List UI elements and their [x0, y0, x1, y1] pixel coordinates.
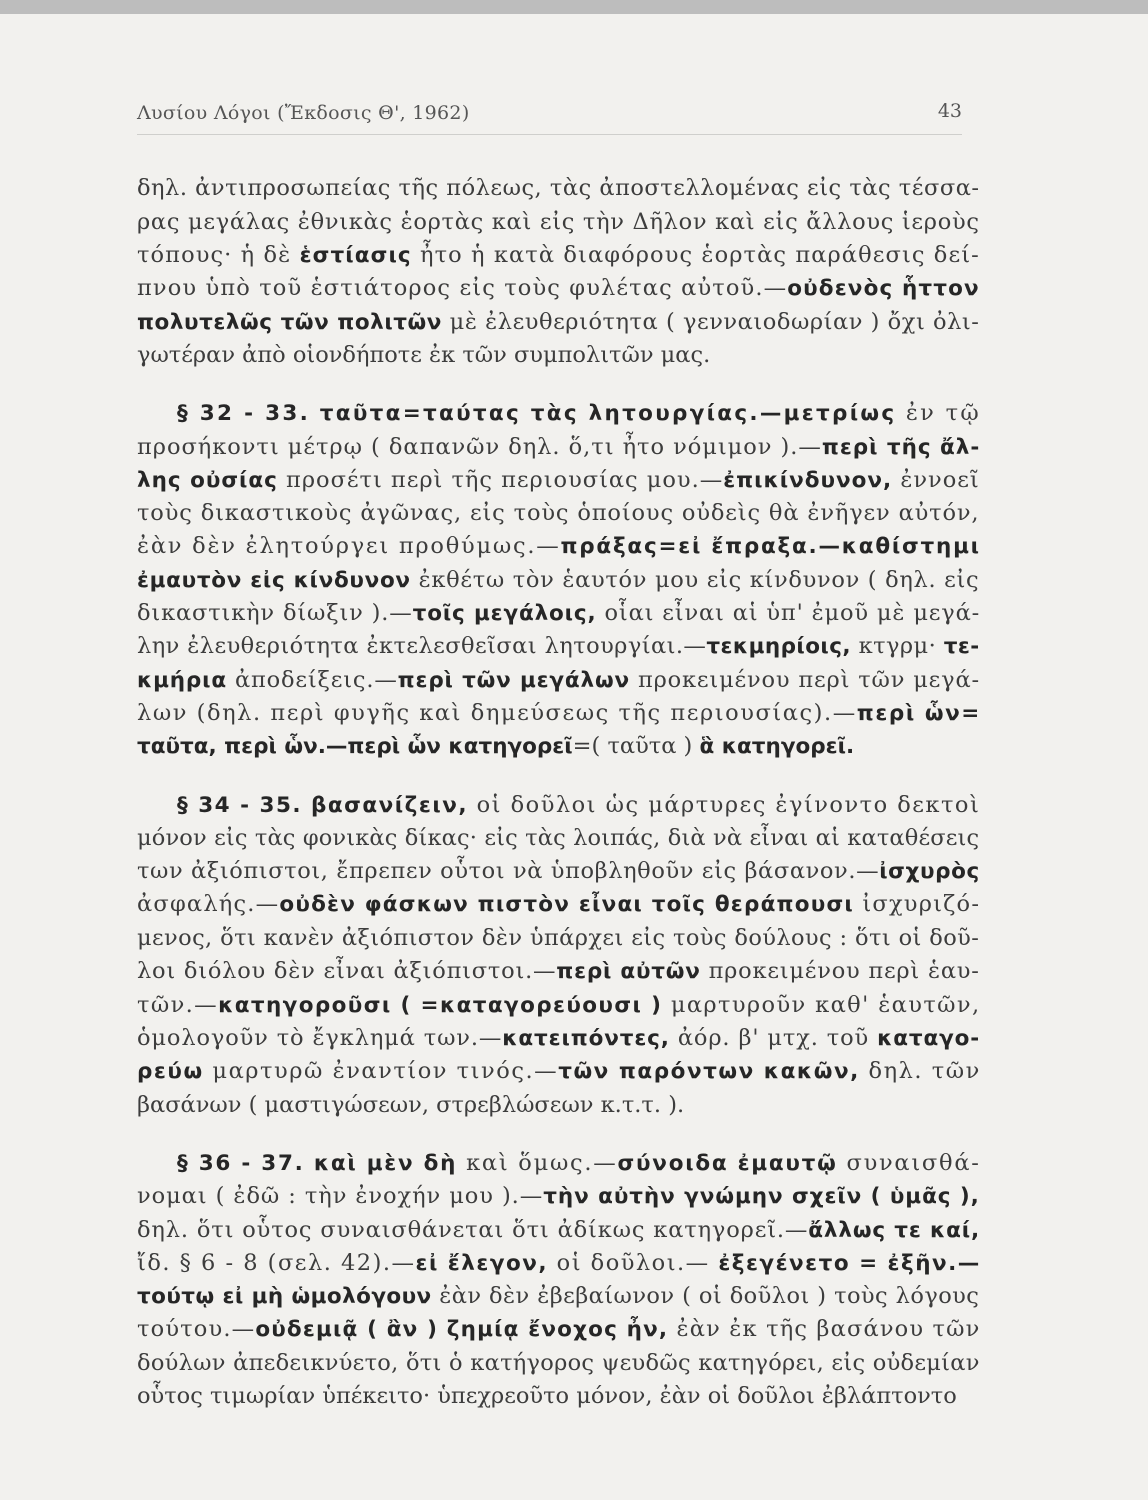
- text-line: [137, 1055, 981, 1087]
- text-run: δηλ. ὅτι οὗτος συναισθάνεται ὅτι ἀδίκως κατηγορεῖ.—: [137, 1217, 809, 1243]
- text-line: [137, 1214, 980, 1246]
- text-run: ἦτο ἡ κατὰ διαφόρους ἑορτὰς παράθεσις δεί-: [411, 242, 980, 268]
- text-run: τῶν.—: [137, 992, 219, 1018]
- text-line: [137, 855, 980, 887]
- text-run: τοὺς δικαστικοὺς ἀγῶνας, εἰς τοὺς ὁποίους οὐδεὶς θὰ ἐνῆγεν αὐτόν,: [137, 500, 980, 526]
- text-line: [137, 306, 979, 338]
- bold-lemma: § 32 - 33. ταῦτα=ταύτας τὰς λητουργίας.—μετρίως: [177, 401, 897, 426]
- text-line: [137, 888, 980, 920]
- text-run: ἐν τῷ: [896, 400, 981, 426]
- text-run: λην ἐλευθεριότητα ἐκτελεσθεῖσαι λητουργίαι.—: [137, 633, 707, 659]
- text-line: [137, 1247, 981, 1279]
- text-run: ἐὰν δὲν ἐβεβαίωνον ( οἱ δοῦλοι ) τοὺς λόγους: [431, 1283, 980, 1309]
- text-run: καὶ ὅμως.—: [457, 1150, 618, 1176]
- text-run: πνου ὑπὸ τοῦ ἑστιάτορος εἰς τοὺς φυλέτας αὐτοῦ.—: [137, 275, 788, 301]
- bold-lemma: περὶ τῆς ἄλ-: [821, 435, 981, 460]
- text-run: προκειμένου περὶ ἑαυ-: [700, 958, 980, 984]
- text-run: ἴδ. § 6 - 8 (σελ. 42).—: [137, 1250, 416, 1276]
- text-run: προσήκοντι μέτρῳ ( δαπανῶν δηλ. ὅ,τι ἦτο νόμιμον ).—: [137, 434, 822, 460]
- text-line: [137, 206, 980, 238]
- text-run: ἰσχυριζό-: [854, 891, 981, 917]
- text-run: συναισθά-: [837, 1150, 981, 1176]
- text-run: των ἀξιόπιστοι, ἔπρεπεν οὗτοι νὰ ὑποβληθοῦν εἰς βάσανον.—: [137, 858, 880, 884]
- text-run: ἀσφαλής.—: [137, 891, 280, 917]
- text-line: [137, 564, 979, 596]
- text-line: [137, 1147, 981, 1179]
- text-run: προσέτι περὶ τῆς περιουσίας μου.—: [277, 467, 724, 493]
- text-line: [137, 1089, 684, 1121]
- text-line: [137, 730, 854, 762]
- text-run: οὗτος τιμωρίαν ὑπέκειτο· ὑπεχρεοῦτο μόνον, ἐὰν οἱ δοῦλοι ἐβλάπτοντο: [137, 1383, 957, 1409]
- text-run: τούτου.—: [137, 1316, 256, 1342]
- text-line: [137, 530, 981, 562]
- bold-lemma: οὐδεμιᾷ ( ἂν ) ζημίᾳ ἔνοχος ἦν,: [255, 1317, 669, 1342]
- text-line: [137, 1313, 981, 1345]
- text-line: [137, 789, 980, 821]
- bold-lemma: τεκμηρίοις,: [706, 634, 852, 659]
- text-line: [137, 989, 981, 1021]
- text-line: [137, 172, 980, 204]
- running-header: [137, 98, 962, 135]
- text-run: ὁμολογοῦν τὸ ἔγκλημά των.—: [137, 1025, 503, 1051]
- text-run: προκειμένου περὶ τῶν μεγά-: [629, 667, 980, 693]
- bold-lemma: κμήρια: [137, 668, 227, 693]
- text-line: [137, 497, 979, 529]
- text-run: ἐὰν ἐκ τῆς βασάνου τῶν: [668, 1316, 981, 1342]
- bold-lemma: οὐδὲν φάσκων πιστὸν εἶναι τοῖς θεράπουσι: [279, 892, 855, 917]
- bold-lemma: τὴν αὐτὴν γνώμην σχεῖν ( ὑμᾶς ),: [543, 1184, 980, 1209]
- bold-lemma: ἐμαυτὸν εἰς κίνδυνον: [137, 568, 411, 593]
- bold-lemma: λης οὐσίας: [137, 468, 278, 493]
- text-run: νομαι ( ἐδῶ : τὴν ἐνοχήν μου ).—: [137, 1183, 544, 1209]
- bold-lemma: οὐδενὸς ἧττον: [787, 276, 980, 301]
- text-line: [137, 1022, 980, 1054]
- text-run: ἀποδείξεις.—: [226, 667, 398, 693]
- text-line: [137, 955, 980, 987]
- text-run: δικαστικὴν δίωξιν ).—: [137, 600, 413, 626]
- bold-lemma: § 34 - 35. βασανίζειν,: [177, 793, 468, 818]
- text-line: [137, 697, 981, 729]
- bold-lemma: πολυτελῶς τῶν πολιτῶν: [137, 310, 442, 335]
- text-run: ἀόρ. β' μτχ. τοῦ: [669, 1025, 878, 1051]
- text-line: [137, 239, 980, 271]
- text-run: =( ταῦτα ): [572, 733, 700, 759]
- bold-lemma: τε-: [943, 634, 980, 659]
- text-run: οἱ δοῦλοι ὡς μάρτυρες ἐγίνοντο δεκτοὶ: [468, 792, 981, 818]
- text-line: [137, 1347, 980, 1379]
- bold-lemma: § 36 - 37. καὶ μὲν δὴ: [177, 1151, 458, 1176]
- bold-lemma: ταῦτα, περὶ ὧν.—περὶ ὧν κατηγορεῖ: [137, 734, 573, 759]
- text-run: τόπους· ἡ δὲ: [137, 242, 300, 268]
- text-run: γωτέραν ἀπὸ οἱονδήποτε ἐκ τῶν συμπολιτῶν μας.: [137, 342, 711, 368]
- text-run: οἷαι εἶναι αἱ ὑπ' ἐμοῦ μὲ μεγά-: [596, 600, 981, 626]
- text-run: βασάνων ( μαστιγώσεων, στρεβλώσεων κ.τ.τ. ).: [137, 1092, 685, 1118]
- text-run: δούλων ἀπεδεικνύετο, ὅτι ὁ κατήγορος ψευδῶς κατηγόρει, εἰς οὐδεμίαν: [137, 1350, 980, 1376]
- text-line: [137, 822, 979, 854]
- bold-lemma: περὶ ὧν=: [856, 701, 981, 726]
- running-title: Λυσίου Λόγοι (Ἔκδοσις Θ', 1962): [137, 102, 470, 124]
- text-run: λοι διόλου δὲν εἶναι ἀξιόπιστοι.—: [137, 958, 557, 984]
- bold-lemma: περὶ αὐτῶν: [556, 959, 701, 984]
- bold-lemma: ἃ κατηγορεῖ.: [699, 734, 855, 759]
- page-number: 43: [937, 100, 962, 122]
- bold-lemma: ἑστίασις: [299, 243, 412, 268]
- text-line: [137, 922, 979, 954]
- text-line: [137, 630, 980, 662]
- bold-lemma: κατηγοροῦσι ( =καταγορεύουσι ): [218, 993, 663, 1018]
- text-run: οἱ δοῦλοι.—: [548, 1250, 719, 1276]
- text-line: [137, 431, 980, 463]
- bold-lemma: ρεύω: [137, 1059, 204, 1084]
- text-run: μαρτυροῦν καθ' ἑαυτῶν,: [662, 992, 981, 1018]
- text-line: [137, 339, 710, 371]
- bold-lemma: καταγο-: [877, 1026, 981, 1051]
- text-run: μαρτυρῶ ἐναντίον τινός.—: [203, 1058, 559, 1084]
- bold-lemma: εἰ ἔλεγον,: [415, 1251, 549, 1276]
- bold-lemma: τούτῳ εἰ μὴ ὡμολόγουν: [137, 1284, 432, 1309]
- bold-lemma: ἐξεγένετο = ἐξῆν.—: [718, 1251, 981, 1276]
- text-run: δηλ. τῶν: [859, 1058, 981, 1084]
- bold-lemma: κατειπόντες,: [502, 1026, 670, 1051]
- bold-lemma: περὶ τῶν μεγάλων: [397, 668, 630, 693]
- text-run: μόνον εἰς τὰς φονικὰς δίκας· εἰς τὰς λοιπάς, διὰ νὰ εἶναι αἱ καταθέσεις: [137, 825, 980, 851]
- text-line: [137, 272, 980, 304]
- text-line: [137, 664, 980, 696]
- text-run: ἐννοεῖ: [892, 467, 980, 493]
- text-line: [137, 1280, 979, 1312]
- bold-lemma: τῶν παρόντων κακῶν,: [558, 1059, 860, 1084]
- scan-top-border: [0, 0, 1148, 14]
- text-line: [137, 1180, 980, 1212]
- bold-lemma: τοῖς μεγάλοις,: [412, 601, 597, 626]
- text-line: [137, 464, 980, 496]
- bold-lemma: πράξας=εἰ ἔπραξα.—καθίστημι: [560, 534, 981, 559]
- text-run: κτγρμ·: [851, 633, 944, 659]
- text-run: δηλ. ἀντιπροσωπείας τῆς πόλεως, τὰς ἀποστελλομένας εἰς τὰς τέσσα-: [137, 175, 980, 201]
- text-run: ἐὰν δὲν ἐλητούργει προθύμως.—: [137, 533, 561, 559]
- text-run: μενος, ὅτι κανὲν ἀξιόπιστον δὲν ὑπάρχει εἰς τοὺς δούλους : ὅτι οἱ δοῦ-: [137, 925, 980, 951]
- text-run: ρας μεγάλας ἐθνικὰς ἑορτὰς καὶ εἰς τὴν Δῆλον καὶ εἰς ἄλλους ἱεροὺς: [137, 209, 980, 235]
- text-line: [137, 397, 981, 429]
- text-line: [137, 597, 980, 629]
- bold-lemma: ἄλλως τε καί,: [808, 1218, 981, 1243]
- bold-lemma: ἰσχυρὸς: [879, 859, 980, 884]
- bold-lemma: σύνοιδα ἐμαυτῷ: [617, 1151, 838, 1176]
- text-run: ἐκθέτω τὸν ἑαυτόν μου εἰς κίνδυνον ( δηλ. εἰς: [410, 567, 980, 593]
- text-run: λων (δηλ. περὶ φυγῆς καὶ δημεύσεως τῆς περιουσίας).—: [137, 700, 857, 726]
- text-line: [137, 1380, 957, 1412]
- bold-lemma: ἐπικίνδυνον,: [723, 468, 893, 493]
- text-run: μὲ ἐλευθεριότητα ( γενναιοδωρίαν ) ὄχι ὀλι-: [441, 309, 980, 335]
